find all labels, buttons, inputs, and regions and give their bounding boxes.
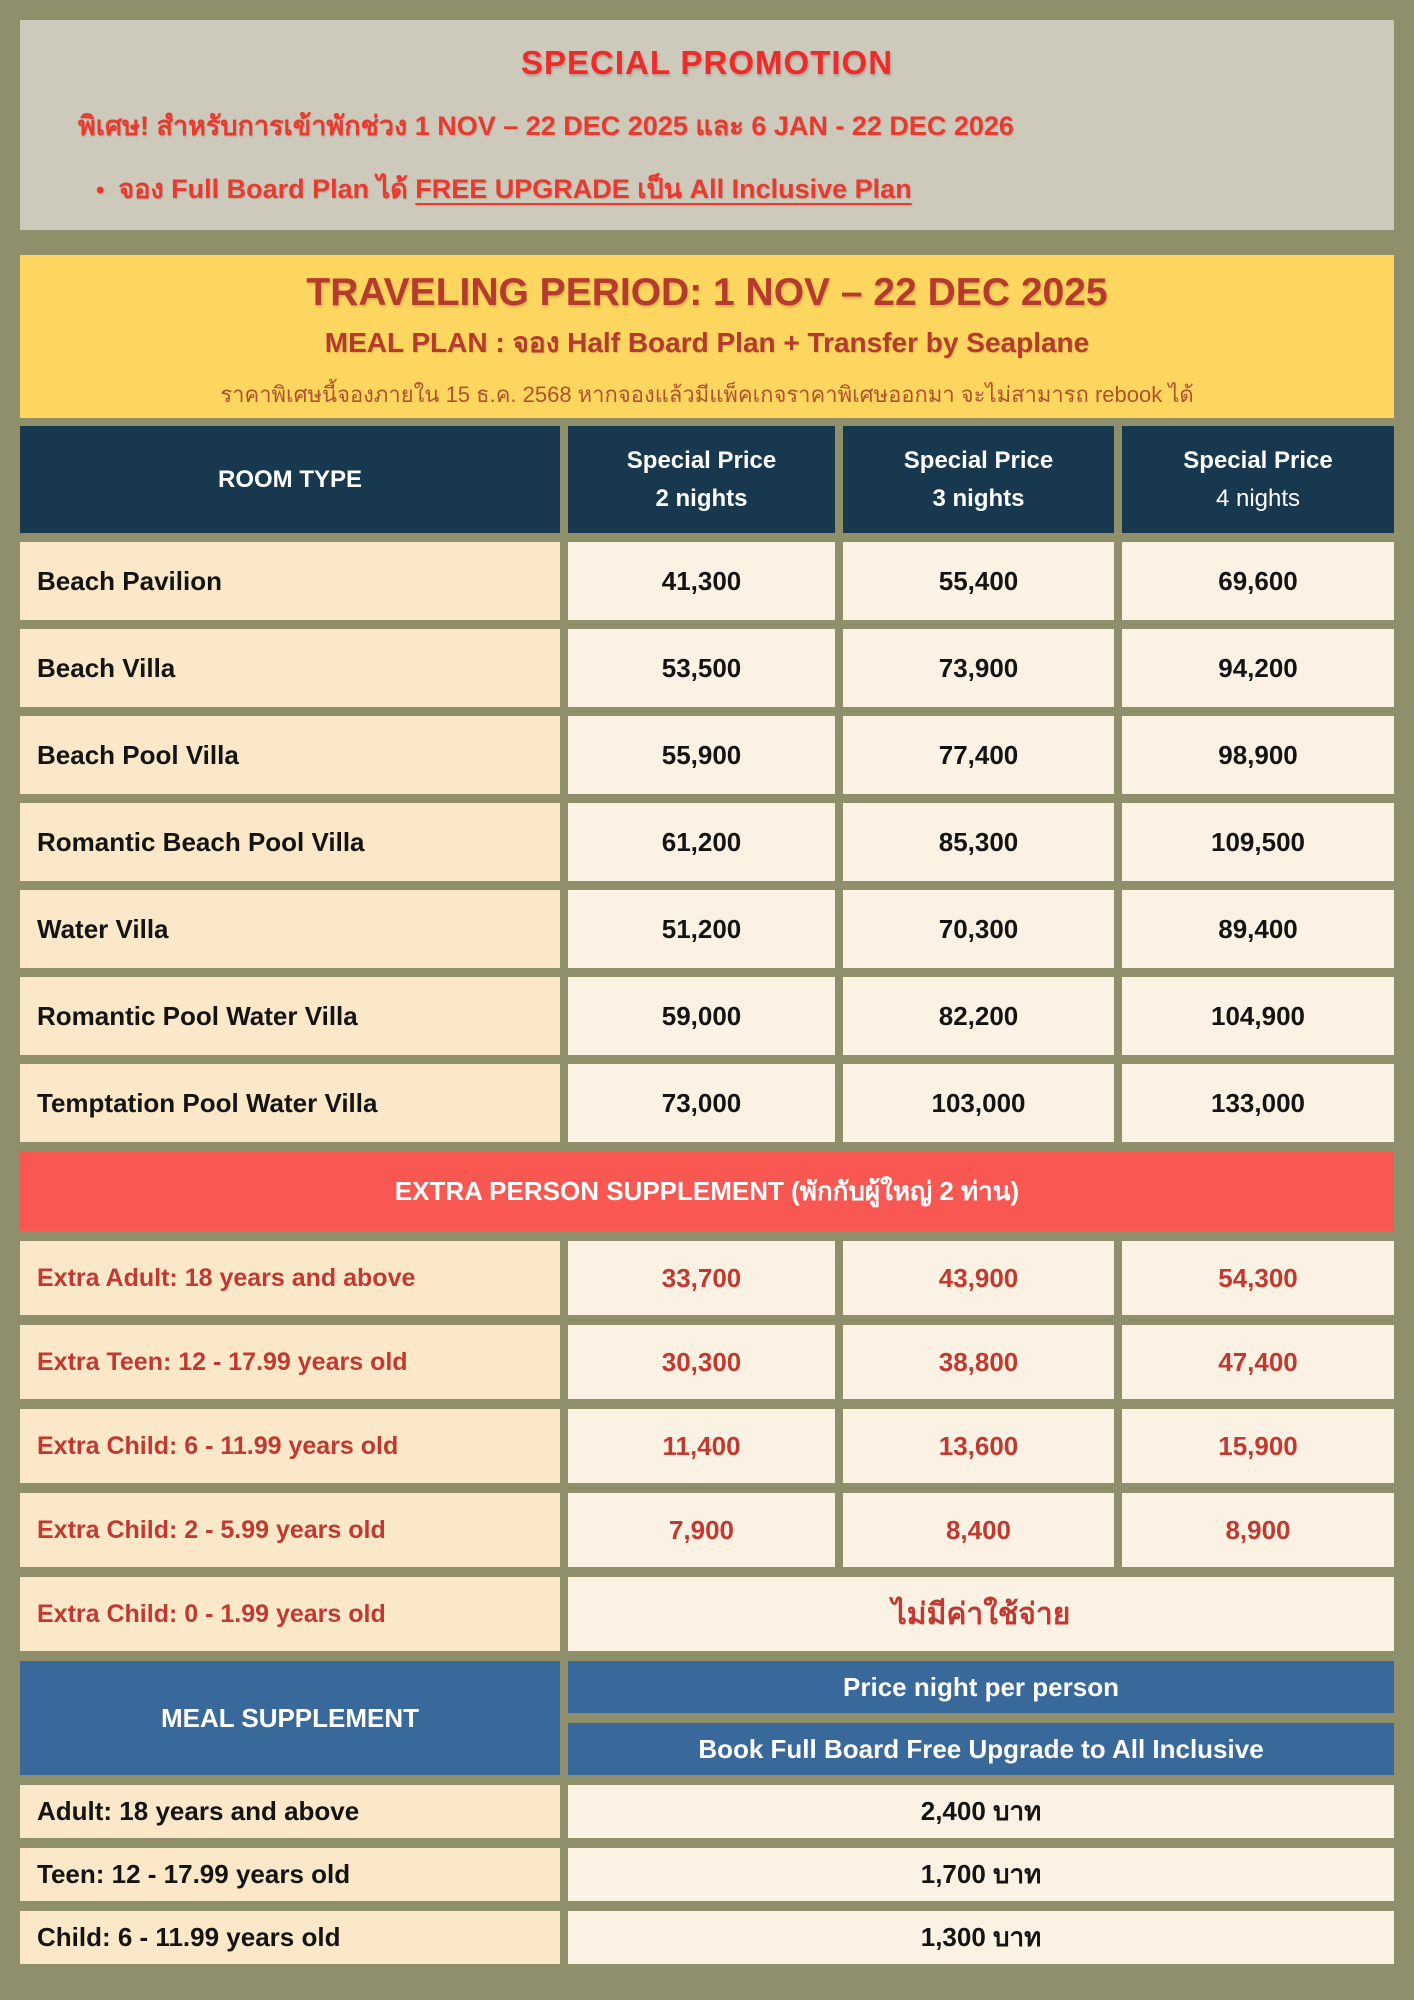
room-name: Romantic Beach Pool Villa — [20, 803, 560, 881]
extra-price-4-nights: 47,400 — [1122, 1325, 1394, 1399]
header-room-type: ROOM TYPE — [20, 426, 560, 533]
extra-price-3-nights: 38,800 — [843, 1325, 1114, 1399]
price-2-nights: 61,200 — [568, 803, 835, 881]
price-3-nights: 55,400 — [843, 542, 1114, 620]
meal-category: Teen: 12 - 17.99 years old — [20, 1848, 560, 1901]
meal-price: 1,700 บาท — [568, 1848, 1394, 1901]
meal-price-header: Price night per person — [568, 1661, 1394, 1713]
extra-person-category: Extra Child: 2 - 5.99 years old — [20, 1493, 560, 1567]
special-promotion-title: SPECIAL PROMOTION — [520, 44, 894, 81]
price-4-nights: 104,900 — [1122, 977, 1394, 1055]
extra-price-3-nights: 13,600 — [843, 1409, 1114, 1483]
booking-note: ราคาพิเศษนี้จองภายใน 15 ธ.ค. 2568 หากจองแล้วมีแพ็คเกจราคาพิเศษออกมา จะไม่สามารถ rebook ได้ — [220, 382, 1194, 407]
meal-supplement-table — [20, 1661, 1394, 1964]
extra-person-category: Extra Adult: 18 years and above — [20, 1241, 560, 1315]
extra-price-2-nights: 33,700 — [568, 1241, 835, 1315]
price-4-nights: 109,500 — [1122, 803, 1394, 881]
meal-upgrade-header: Book Full Board Free Upgrade to All Inclusive — [568, 1723, 1394, 1775]
price-4-nights: 69,600 — [1122, 542, 1394, 620]
extra-price-3-nights: 8,400 — [843, 1493, 1114, 1567]
promotion-bullet-line — [78, 167, 1336, 210]
header-special-price-3-nights: Special Price 3 nights — [843, 426, 1114, 533]
price-4-nights: 133,000 — [1122, 1064, 1394, 1142]
price-2-nights: 53,500 — [568, 629, 835, 707]
extra-price-2-nights: 7,900 — [568, 1493, 835, 1567]
promotion-period-line: พิเศษ! สำหรับการเข้าพักช่วง 1 NOV – 22 DEC 2025 และ 6 JAN - 22 DEC 2026 — [78, 111, 1014, 141]
extra-person-category: Extra Teen: 12 - 17.99 years old — [20, 1325, 560, 1399]
price-2-nights: 73,000 — [568, 1064, 835, 1142]
bullet-text-prefix: จอง Full Board Plan ได้ — [118, 174, 416, 204]
meal-category: Adult: 18 years and above — [20, 1785, 560, 1838]
room-price-table — [20, 426, 1394, 1142]
special-promotion-banner — [20, 20, 1394, 230]
price-3-nights: 82,200 — [843, 977, 1114, 1055]
extra-person-supplement-banner: EXTRA PERSON SUPPLEMENT (พักกับผู้ใหญ่ 2 ท่าน) — [20, 1151, 1394, 1231]
traveling-period-banner — [20, 255, 1394, 418]
no-charge-cell: ไม่มีค่าใช้จ่าย — [568, 1577, 1394, 1651]
price-4-nights: 89,400 — [1122, 890, 1394, 968]
extra-person-table — [20, 1241, 1394, 1651]
price-4-nights: 94,200 — [1122, 629, 1394, 707]
extra-price-4-nights: 15,900 — [1122, 1409, 1394, 1483]
price-2-nights: 51,200 — [568, 890, 835, 968]
price-4-nights: 98,900 — [1122, 716, 1394, 794]
meal-supplement-title: MEAL SUPPLEMENT — [20, 1661, 560, 1775]
extra-price-3-nights: 43,900 — [843, 1241, 1114, 1315]
extra-person-category: Extra Child: 0 - 1.99 years old — [20, 1577, 560, 1651]
meal-plan-line: MEAL PLAN : จอง Half Board Plan + Transfer by Seaplane — [324, 327, 1090, 358]
meal-price: 1,300 บาท — [568, 1911, 1394, 1964]
price-2-nights: 55,900 — [568, 716, 835, 794]
price-2-nights: 41,300 — [568, 542, 835, 620]
room-name: Beach Pool Villa — [20, 716, 560, 794]
meal-price: 2,400 บาท — [568, 1785, 1394, 1838]
header-special-price-4-nights: Special Price 4 nights — [1122, 426, 1394, 533]
price-3-nights: 103,000 — [843, 1064, 1114, 1142]
price-3-nights: 77,400 — [843, 716, 1114, 794]
room-name: Beach Pavilion — [20, 542, 560, 620]
price-3-nights: 73,900 — [843, 629, 1114, 707]
room-name: Temptation Pool Water Villa — [20, 1064, 560, 1142]
extra-price-4-nights: 8,900 — [1122, 1493, 1394, 1567]
price-3-nights: 85,300 — [843, 803, 1114, 881]
bullet-text — [118, 167, 911, 210]
traveling-period-title: TRAVELING PERIOD: 1 NOV – 22 DEC 2025 — [306, 271, 1108, 314]
meal-category: Child: 6 - 11.99 years old — [20, 1911, 560, 1964]
bullet-text-underlined: FREE UPGRADE เป็น All Inclusive Plan — [415, 174, 912, 204]
header-special-price-2-nights: Special Price 2 nights — [568, 426, 835, 533]
extra-price-2-nights: 11,400 — [568, 1409, 835, 1483]
extra-person-category: Extra Child: 6 - 11.99 years old — [20, 1409, 560, 1483]
bullet-icon: • — [96, 177, 105, 204]
extra-price-2-nights: 30,300 — [568, 1325, 835, 1399]
price-2-nights: 59,000 — [568, 977, 835, 1055]
room-name: Romantic Pool Water Villa — [20, 977, 560, 1055]
room-name: Water Villa — [20, 890, 560, 968]
extra-price-4-nights: 54,300 — [1122, 1241, 1394, 1315]
price-3-nights: 70,300 — [843, 890, 1114, 968]
room-name: Beach Villa — [20, 629, 560, 707]
